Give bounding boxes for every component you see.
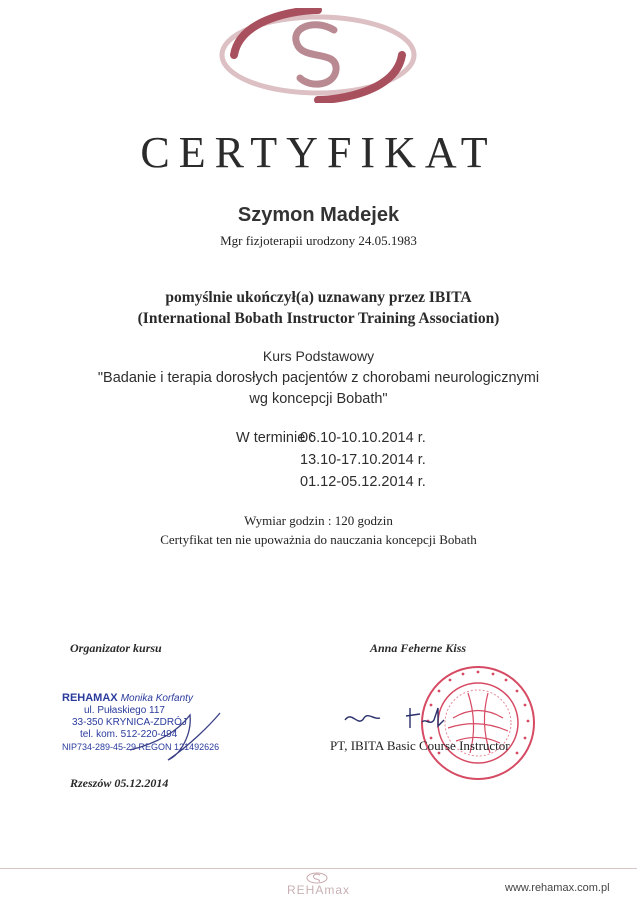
completion-line-1: pomyślnie ukończył(a) uznawany przez IBITA	[165, 289, 472, 306]
certificate-title: CERTYFIKAT	[140, 128, 497, 177]
instructor-role: PT, IBITA Basic Course Instructor	[330, 738, 510, 753]
recipient-name: Szymon Madejek	[237, 204, 400, 226]
date-range-2: 13.10-17.10.2014 r.	[300, 452, 426, 468]
date-range-3: 01.12-05.12.2014 r.	[300, 474, 426, 490]
instructor-name: Anna Feherne Kiss	[370, 641, 467, 655]
footer-brand: REHAmax	[286, 883, 350, 897]
stamp-person: Monika Korfanty	[120, 693, 193, 704]
organizer-signature-icon	[120, 705, 230, 770]
course-title-line-2: wg koncepcji Bobath"	[249, 391, 388, 407]
organizer-label: Organizator kursu	[70, 641, 162, 655]
completion-line-2: (International Bobath Instructor Training Association)	[137, 310, 500, 327]
recipient-subtitle: Mgr fizjoterapii urodzony 24.05.1983	[220, 233, 417, 248]
date-range-1: 06.10-10.10.2014 r.	[300, 430, 426, 446]
hours-text: Wymiar godzin : 120 godzin	[244, 513, 393, 528]
note-text: Certyfikat ten nie upoważnia do nauczania koncepcji Bobath	[160, 532, 477, 547]
stamp-company: REHAMAX	[62, 692, 118, 704]
course-title-line-1: "Badanie i terapia dorosłych pacjentów z chorobami neurologicznymi	[97, 370, 540, 386]
stamp-phone: tel. kom. 512-220-494	[80, 729, 178, 740]
stamp-city: 33-350 KRYNICA-ZDRÓJ	[72, 717, 187, 728]
rehamax-logo-icon	[218, 8, 418, 108]
footer-divider	[0, 868, 637, 869]
stamp-street: ul. Pułaskiego 117	[84, 705, 165, 716]
footer-url[interactable]: www.rehamax.com.pl	[505, 882, 610, 894]
place-date: Rzeszów 05.12.2014	[70, 776, 169, 790]
course-type: Kurs Podstawowy	[262, 348, 375, 364]
dates-label: W terminie :	[236, 430, 314, 446]
stamp-ids: NIP734-289-45-29 REGON 121492626	[62, 742, 220, 752]
